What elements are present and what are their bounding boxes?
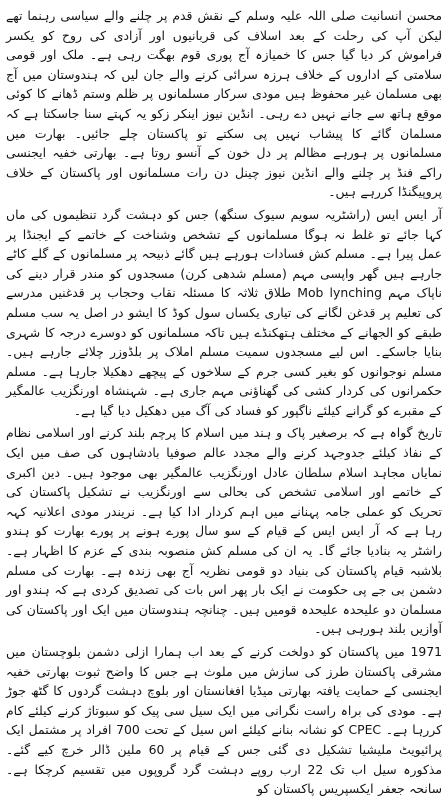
article-paragraph-3: تاریخ گواہ ہے کہ برصغیر پاک و ہند میں اسلام کا پرچم بلند کرنے اور اسلامی نظام کے نفاذ کیلئے جدوجہد کرنے والے مجدد عالم صوفیا بادشاہوں کی صف میں ایک نمایاں مجاہد اسلام سلطان عادل اورنگزیب عالمگیر بھی موجود ہیں۔ دین اکبری کے خاتمے اور اسلامی تشخص کی بحالی سے اورنگزیب نے تشکیل پاکستان کی تحریک کو عملی جامہ پہنانے میں اہم کردار ادا کیا ہے۔ نریندر مودی اعلانیہ کہہ رہا ہے کہ آر ایس ایس کے قیام کے سو سال پورے ہونے پر پورے بھارت کو ہندو راشٹر یہ بنادیا جائے گا۔ یہ ان کی مسلم کش منصوبہ بندی کے عزم کا اظہار ہے۔ بلاشبہ قیام پاکستان کی بنیاد دو قومی نظریہ آج بھی زندہ ہے۔ بھارت کی مسلم دشمن بی جے پی حکومت نے ایک بار پھر اس بات کی تصدیق کردی ہے کہ ہندو اور مسلمان دو علیحدہ علیحدہ قومیں ہیں۔ چنانچہ ہندوستان میں ایک اور پاکستان کی آوازیں بلند ہورہی ہیں۔ xyxy=(6,425,442,637)
article-paragraph-1: محسن انسانیت صلی اللہ علیہ وسلم کے نقش قدم پر چلنے والے سیاسی رہنما تھے لیکن آپ کی رحلت کے بعد اسلاف کی قربانیوں اور آزادی کی روح کو یکسر فراموش کر دیا گیا جس کا خمیازہ آج پوری قوم بھگت رہی ہے۔ ملک اور قومی سلامتی کے اداروں کے خلاف ہرزہ سرائی کرنے والے جان لیں کہ ہندوستان میں آج بھی مسلمان غیر محفوظ ہیں مودی سرکار مسلمانوں پر ظلم وستم ڈھانے کا کوئی موقع ہاتھ سے جانے نہیں دے رہی۔ انڈین نیوز اینکر زکو یہ کہتے سنا جاسکتا ہے کہ مسلمان گائے کا پیشاب نہیں پی سکتے تو پاکستان چلے جائیں۔ بھارت میں مسلمانوں پر ہورہے مظالم پر دل خون کے آنسو روتا ہے۔ بھارتی خفیہ ایجنسی راکے فنڈ پر چلنے والے انڈین نیوز چینل دن رات مسلمانوں اور پاکستان کے خلاف پروپیگنڈا کررہے ہیں۔ xyxy=(6,8,442,200)
article-paragraph-2: آر ایس ایس (راشٹریہ سویم سیوک سنگھ) جس کو دہشت گرد تنظیموں کی ماں کہا جائے تو غلط نہ ہوگا مسلمانوں کے تشخص وشناخت کے خاتمے کے ایجنڈا پر عمل پیرا ہے۔ مسلم کش فسادات ہورہے ہیں گائے ذبیحہ پر مسلمانوں کے گلے کاٹے جارہے ہیں گھر واپسی مہم (مسلم شدھی کرن) مسجدوں کو مندر قرار دینے کی ناپاک مہم Mob lynching طلاق ثلاثہ کا مسئلہ نقاب وحجاب پر قدغنیں مدرسے کی تعلیم پر قدغن لگانے کی تیاری یکساں سول کوڈ کا ایشو در اصل یہ سب مسلم طبقے کو الجھانے کے مختلف ہتھکنڈے ہیں تاکہ مسلمانوں کو دوسرے درجہ کا شہری بنایا جاسکے۔ اس لیے مسجدوں سمیت مسلم املاک پر بلڈوزر چلائے جارہے ہیں۔ مسلم نوجوانوں کو بغیر کسی جرم کے سلاخوں کے پیچھے دھکیلا جارہا ہے۔ مسلم حکمرانوں کی کردار کشی کی گھناؤنی مہم جاری ہے۔ شہنشاہ اورنگزیب عالمگیر کے مقبرے کو گرانے کیلئے ناگپور کو فساد کی آگ میں دھکیل دیا گیا ہے۔ xyxy=(6,206,442,418)
article-paragraph-4: 1971 میں پاکستان کو دولخت کرنے کے بعد اب ہمارا ازلی دشمن بلوچستان میں مشرقی پاکستان طرز کی سازش میں ملوث ہے جس کا واضح ثبوت بھارتی خفیہ ایجنسی کے حمایت یافتہ بھارتی میڈیا افغانستان اور بلوچ دہشت گردوں کا گٹھ جوڑ ہے۔ مودی کی براہ راست نگرانی میں ایک سیل سی پیک کو سبوتاژ کرنے کیلئے کام کررہا ہے۔ CPEC کو نشانہ بنانے کیلئے اس سیل کے تحت 700 افراد پر مشتمل ایک پرائیویٹ ملیشیا تشکیل دی گئی جس کے قیام پر 60 ملین ڈالر خرچ کیے گئے۔ مذکورہ سیل اب تک 22 ارب روپے دہشت گرد گروپوں میں تقسیم کرچکا ہے۔ سانحہ جعفر ایکسپریس پاکستان کو xyxy=(6,644,442,797)
